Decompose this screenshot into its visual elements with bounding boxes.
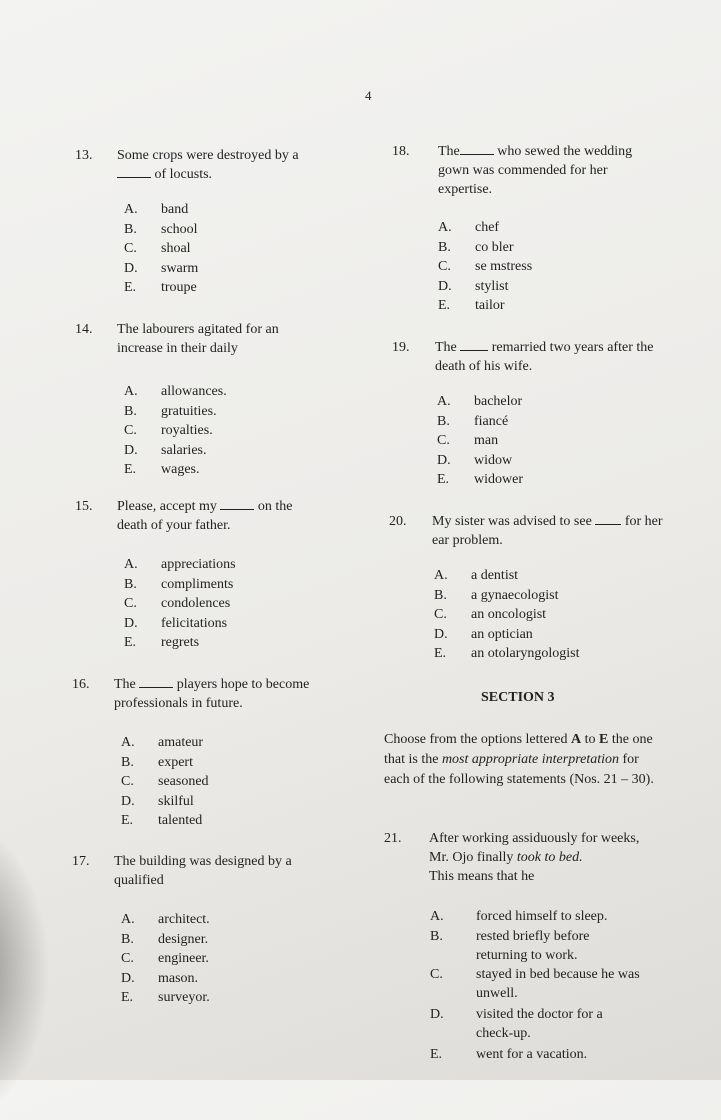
- question-stem: The labourers agitated for an increase in their daily: [117, 322, 279, 356]
- question-stem: After working assiduously for weeks, Mr. Ojo finally took to bed. This means that he: [429, 831, 640, 884]
- answer-blank: [460, 338, 488, 351]
- question-number: 16.: [72, 677, 90, 692]
- question-number: 17.: [72, 854, 90, 869]
- answer-blank: [460, 142, 494, 155]
- question-number: 19.: [392, 340, 410, 355]
- page-edge-shadow: [0, 820, 50, 1120]
- section-instructions: Choose from the options lettered A to E the one that is the most appropriate interpretation for each of the following statements (Nos. 21 – 30).: [384, 732, 654, 787]
- question-stem: The building was designed by a qualified: [114, 854, 292, 888]
- question-number: 13.: [75, 148, 93, 163]
- question-number: 21.: [384, 831, 402, 846]
- question-number: 18.: [392, 144, 410, 159]
- question-number: 14.: [75, 322, 93, 337]
- section-title: SECTION 3: [481, 690, 555, 705]
- page-number: 4: [365, 88, 372, 103]
- question-number: 20.: [389, 514, 407, 529]
- question-number: 15.: [75, 499, 93, 514]
- question-stem: [117, 146, 347, 184]
- answer-blank: [139, 675, 173, 688]
- question-stem: The remarried two years after the death of his wife.: [435, 340, 654, 374]
- answer-blank: [220, 497, 254, 510]
- question-stem: Please, accept my on the death of your father.: [117, 499, 293, 533]
- stem-text: of locusts.: [154, 167, 213, 182]
- question-stem: The who sewed the wedding gown was commended for her expertise.: [438, 144, 633, 197]
- question-stem: My sister was advised to see for her ear problem.: [432, 514, 663, 548]
- answer-blank: [117, 165, 151, 178]
- stem-text: Some crops were destroyed by a: [117, 148, 299, 163]
- answer-blank: [595, 512, 621, 525]
- question-stem: The players hope to become professionals in future.: [114, 677, 310, 711]
